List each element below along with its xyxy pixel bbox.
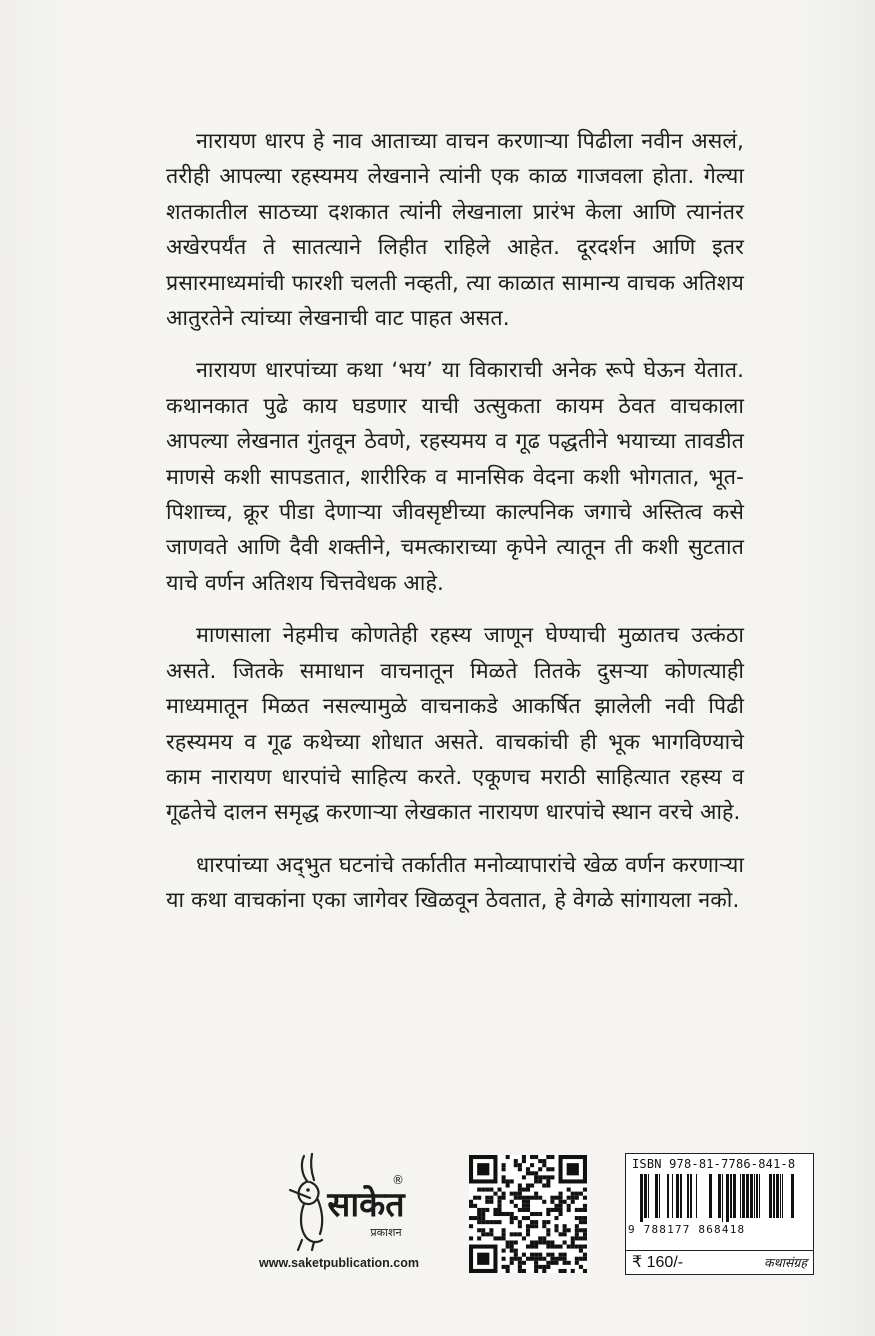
barcode-icon (632, 1174, 806, 1222)
blurb-paragraph-3: माणसाला नेहमीच कोणतेही रहस्य जाणून घेण्याची मुळातच उत्कंठा असते. जितके समाधान वाचनातून मिळते तितके दुसऱ्या कोणत्याही माध्यमातून मिळत नसल्यामुळे वाचनाकडे आकर्षित झालेली नवी पिढी रहस्यमय व गूढ कथेच्या शोधात असते. वाचकांची ही भूक भागविण्याचे काम नारायण धारपांचे साहित्य करते. एकूणच मराठी साहित्यात रहस्य व गूढतेचे दालन समृद्ध करणाऱ्या लेखकात नारायण धारपांचे स्थान वरचे आहे. (166, 623, 744, 826)
rabbit-logo-icon (282, 1150, 406, 1254)
isbn-label: ISBN 978-81-7786-841-8 (632, 1157, 796, 1171)
genre-label: कथासंग्रह (764, 1255, 807, 1270)
price-row (626, 1250, 813, 1275)
registered-mark: ® (392, 1173, 404, 1187)
qr-code (469, 1155, 587, 1273)
blurb-paragraph-4: धारपांच्या अद्‌भुत घटनांचे तर्कातीत मनोव्यापारांचे खेळ वर्णन करणाऱ्या या कथा वाचकांना एका जागेवर खिळवून ठेवतात, हे वेगळे सांगायला नको. (166, 852, 744, 914)
logo-wordmark: साकेत (327, 1185, 405, 1225)
price: ₹ 160/- (632, 1254, 684, 1271)
barcode-digits: 9 788177 868418 (628, 1223, 746, 1236)
logo-subtext: प्रकाशन (370, 1226, 402, 1239)
publisher-url: www.saketpublication.com (259, 1256, 419, 1270)
publisher-logo (246, 1150, 432, 1280)
isbn-barcode-box (625, 1153, 814, 1275)
blurb-paragraph-2: नारायण धारपांच्या कथा ‘भय’ या विकाराची अनेक रूपे घेऊन येतात. कथानकात पुढे काय घडणार याची उत्सुकता कायम ठेवत वाचकाला आपल्या लेखनात गुंतवून ठेवणे, रहस्यमय व गूढ पद्धतीने भयाच्या तावडीत माणसे कशी सापडतात, शारीरिक व मानसिक वेदना कशी भोगतात, भूत-पिशाच्च, क्रूर पीडा देणाऱ्या जीवसृष्टीच्या काल्पनिक जगाचे अस्तित्व कसे जाणवते आणि दैवी शक्तीने, चमत्काराच्या कृपेने त्यातून ती कशी सुटतात याचे वर्णन अतिशय चित्तवेधक आहे. (166, 358, 744, 596)
blurb-paragraph-1: नारायण धारप हे नाव आताच्या वाचन करणाऱ्या पिढीला नवीन असलं, तरीही आपल्या रहस्यमय लेखनाने त्यांनी एक काळ गाजवला होता. गेल्या शतकातील साठच्या दशकात त्यांनी लेखनाला प्रारंभ केला आणि त्यानंतर अखेरपर्यंत ते सातत्याने लिहीत राहिले आहेत. दूरदर्शन आणि इतर प्रसारमाध्यमांची फारशी चलती नव्हती, त्या काळात सामान्य वाचक अतिशय आतुरतेने त्यांच्या लेखनाची वाट पाहत असत. (166, 129, 744, 332)
blurb-text (166, 124, 744, 936)
qr-code-icon (469, 1155, 587, 1273)
